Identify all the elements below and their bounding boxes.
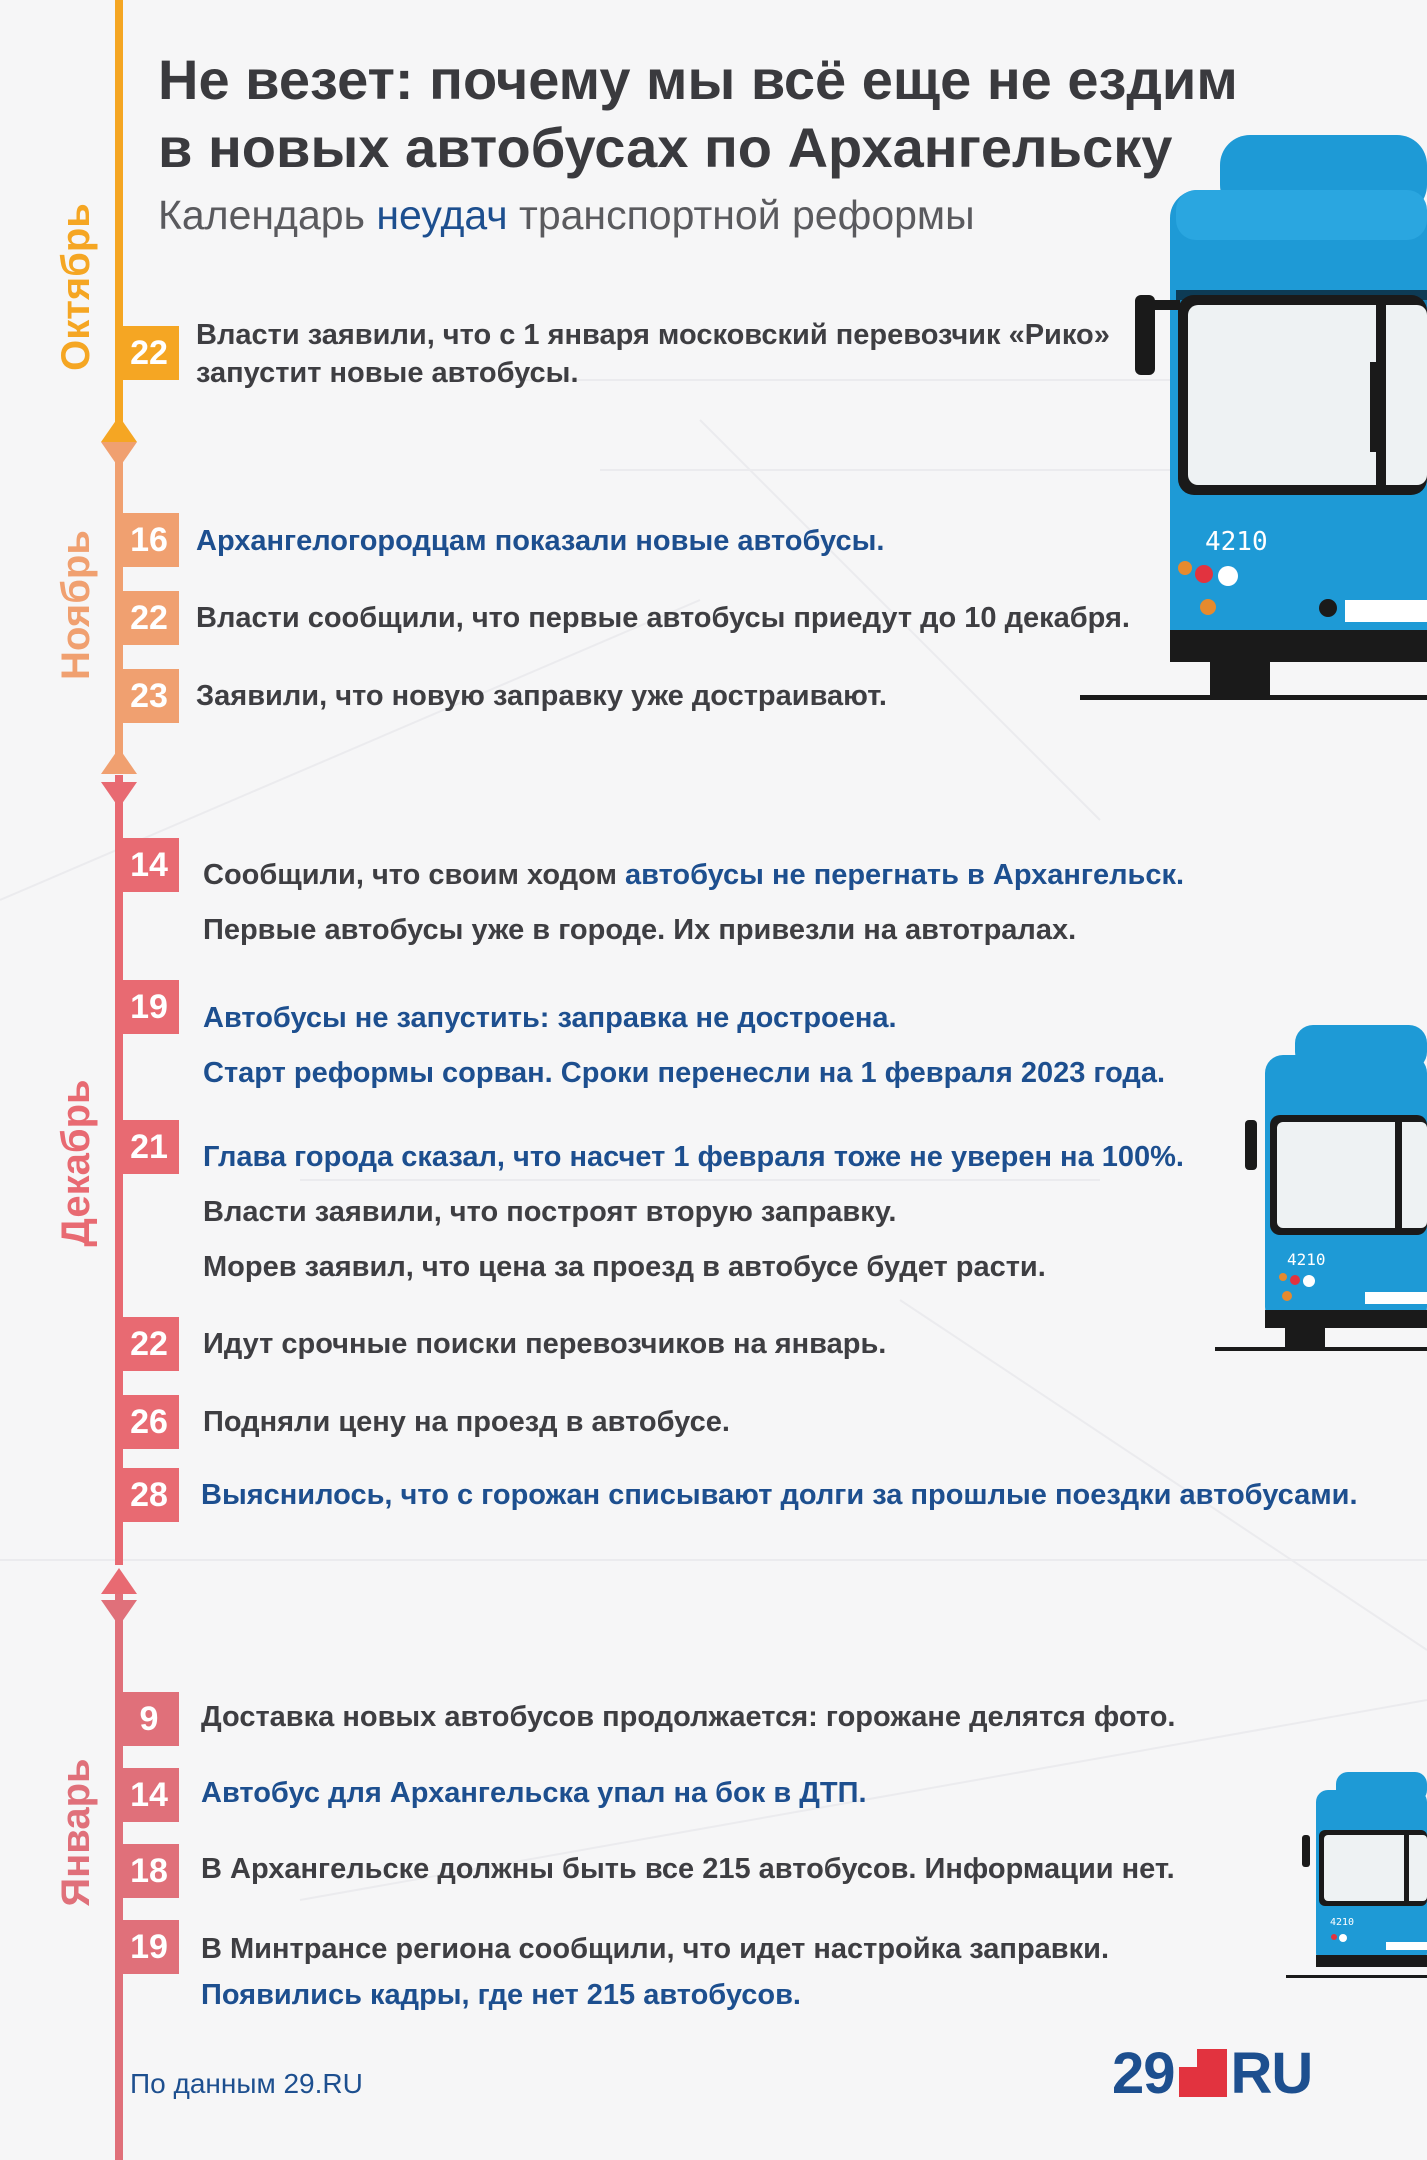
- month-january: Январь: [54, 1758, 98, 1907]
- event-dec14: [203, 848, 1184, 958]
- event-jan18: В Архангельске должны быть все 215 автобусов. Информации нет.: [201, 1853, 1175, 1885]
- subtitle-highlight: неудач: [376, 192, 508, 238]
- day-badge: 18: [119, 1844, 179, 1898]
- day-badge: 26: [119, 1395, 179, 1449]
- bus-illustration-medium: [1215, 1020, 1427, 1352]
- page-title: [158, 46, 1238, 182]
- source-note: По данным 29.RU: [130, 2068, 363, 2099]
- event-text: запустит новые автобусы.: [196, 357, 579, 389]
- event-dec21: [203, 1130, 1184, 1295]
- event-jan9: Доставка новых автобусов продолжается: горожане делятся фото.: [201, 1701, 1176, 1733]
- event-nov23: Заявили, что новую заправку уже достраивают.: [196, 680, 887, 712]
- arrow-december-end: [101, 1568, 137, 1594]
- event-text: Сообщили, что своим ходом: [203, 859, 625, 891]
- arrow-november-start: [101, 442, 137, 468]
- event-oct22: [196, 316, 1110, 392]
- day-badge: 16: [119, 513, 179, 567]
- logo-number: 29: [1112, 2041, 1175, 2106]
- event-text-highlight: Появились кадры, где нет 215 автобусов.: [201, 1979, 801, 2011]
- day-badge: 22: [119, 591, 179, 645]
- day-badge: 14: [119, 1768, 179, 1822]
- event-text: Морев заявил, что цена за проезд в автобусе будет расти.: [203, 1251, 1046, 1283]
- bus-number: 4210: [1330, 1917, 1355, 1928]
- day-badge: 21: [119, 1120, 179, 1174]
- bus-illustration-large: [1080, 130, 1427, 705]
- arrow-november-end: [101, 748, 137, 774]
- title-line-1: Не везет: почему мы всё еще не ездим: [158, 48, 1238, 111]
- arrow-january-start: [101, 1600, 137, 1626]
- day-badge: 19: [119, 1920, 179, 1974]
- bus-number: 4210: [1287, 1250, 1326, 1269]
- subtitle-pre: Календарь: [158, 192, 377, 238]
- event-jan19: [201, 1926, 1109, 2018]
- day-badge: 22: [119, 326, 179, 380]
- page-subtitle: [158, 190, 975, 240]
- event-text-highlight: автобусы не перегнать в Архангельск.: [625, 859, 1185, 891]
- logo-square-icon: [1179, 2049, 1227, 2097]
- brand-logo: [1112, 2040, 1312, 2107]
- bus-illustration-small: [1286, 1770, 1427, 1980]
- bus-number: 4210: [1205, 527, 1268, 557]
- event-text: Власти заявили, что с 1 января московский перевозчик «Рико»: [196, 319, 1110, 351]
- arrow-october-end: [101, 416, 137, 442]
- logo-text: RU: [1230, 2041, 1313, 2106]
- month-december: Декабрь: [54, 1079, 98, 1247]
- event-text-highlight: Глава города сказал, что насчет 1 февраля тоже не уверен на 100%.: [203, 1141, 1184, 1173]
- event-dec28: Выяснилось, что с горожан списывают долги за прошлые поездки автобусами.: [201, 1479, 1358, 1511]
- arrow-december-start: [101, 782, 137, 808]
- event-dec19: [203, 991, 1165, 1101]
- title-line-2: в новых автобусах по Архангельску: [158, 116, 1173, 179]
- event-jan14: Автобус для Архангельска упал на бок в ДТП.: [201, 1777, 867, 1809]
- event-dec26: Подняли цену на проезд в автобусе.: [203, 1406, 730, 1438]
- month-november: Ноябрь: [54, 530, 98, 680]
- day-badge: 9: [119, 1692, 179, 1746]
- day-badge: 22: [119, 1317, 179, 1371]
- month-october: Октябрь: [54, 203, 98, 371]
- event-nov16: Архангелогородцам показали новые автобусы.: [196, 525, 885, 557]
- event-dec22: Идут срочные поиски перевозчиков на январь.: [203, 1328, 887, 1360]
- day-badge: 23: [119, 669, 179, 723]
- day-badge: 28: [119, 1468, 179, 1522]
- event-text: Автобусы не запустить: заправка не достроена.: [203, 1002, 897, 1034]
- subtitle-post: транспортной реформы: [507, 192, 975, 238]
- day-badge: 19: [119, 980, 179, 1034]
- event-text: Первые автобусы уже в городе. Их привезли на автотралах.: [203, 914, 1077, 946]
- event-text: Старт реформы сорван. Сроки перенесли на 1 февраля 2023 года.: [203, 1057, 1166, 1089]
- day-badge: 14: [119, 838, 179, 892]
- event-nov22: Власти сообщили, что первые автобусы приедут до 10 декабря.: [196, 602, 1130, 634]
- event-text: В Минтрансе региона сообщили, что идет настройка заправки.: [201, 1933, 1110, 1965]
- event-text: Власти заявили, что построят вторую заправку.: [203, 1196, 897, 1228]
